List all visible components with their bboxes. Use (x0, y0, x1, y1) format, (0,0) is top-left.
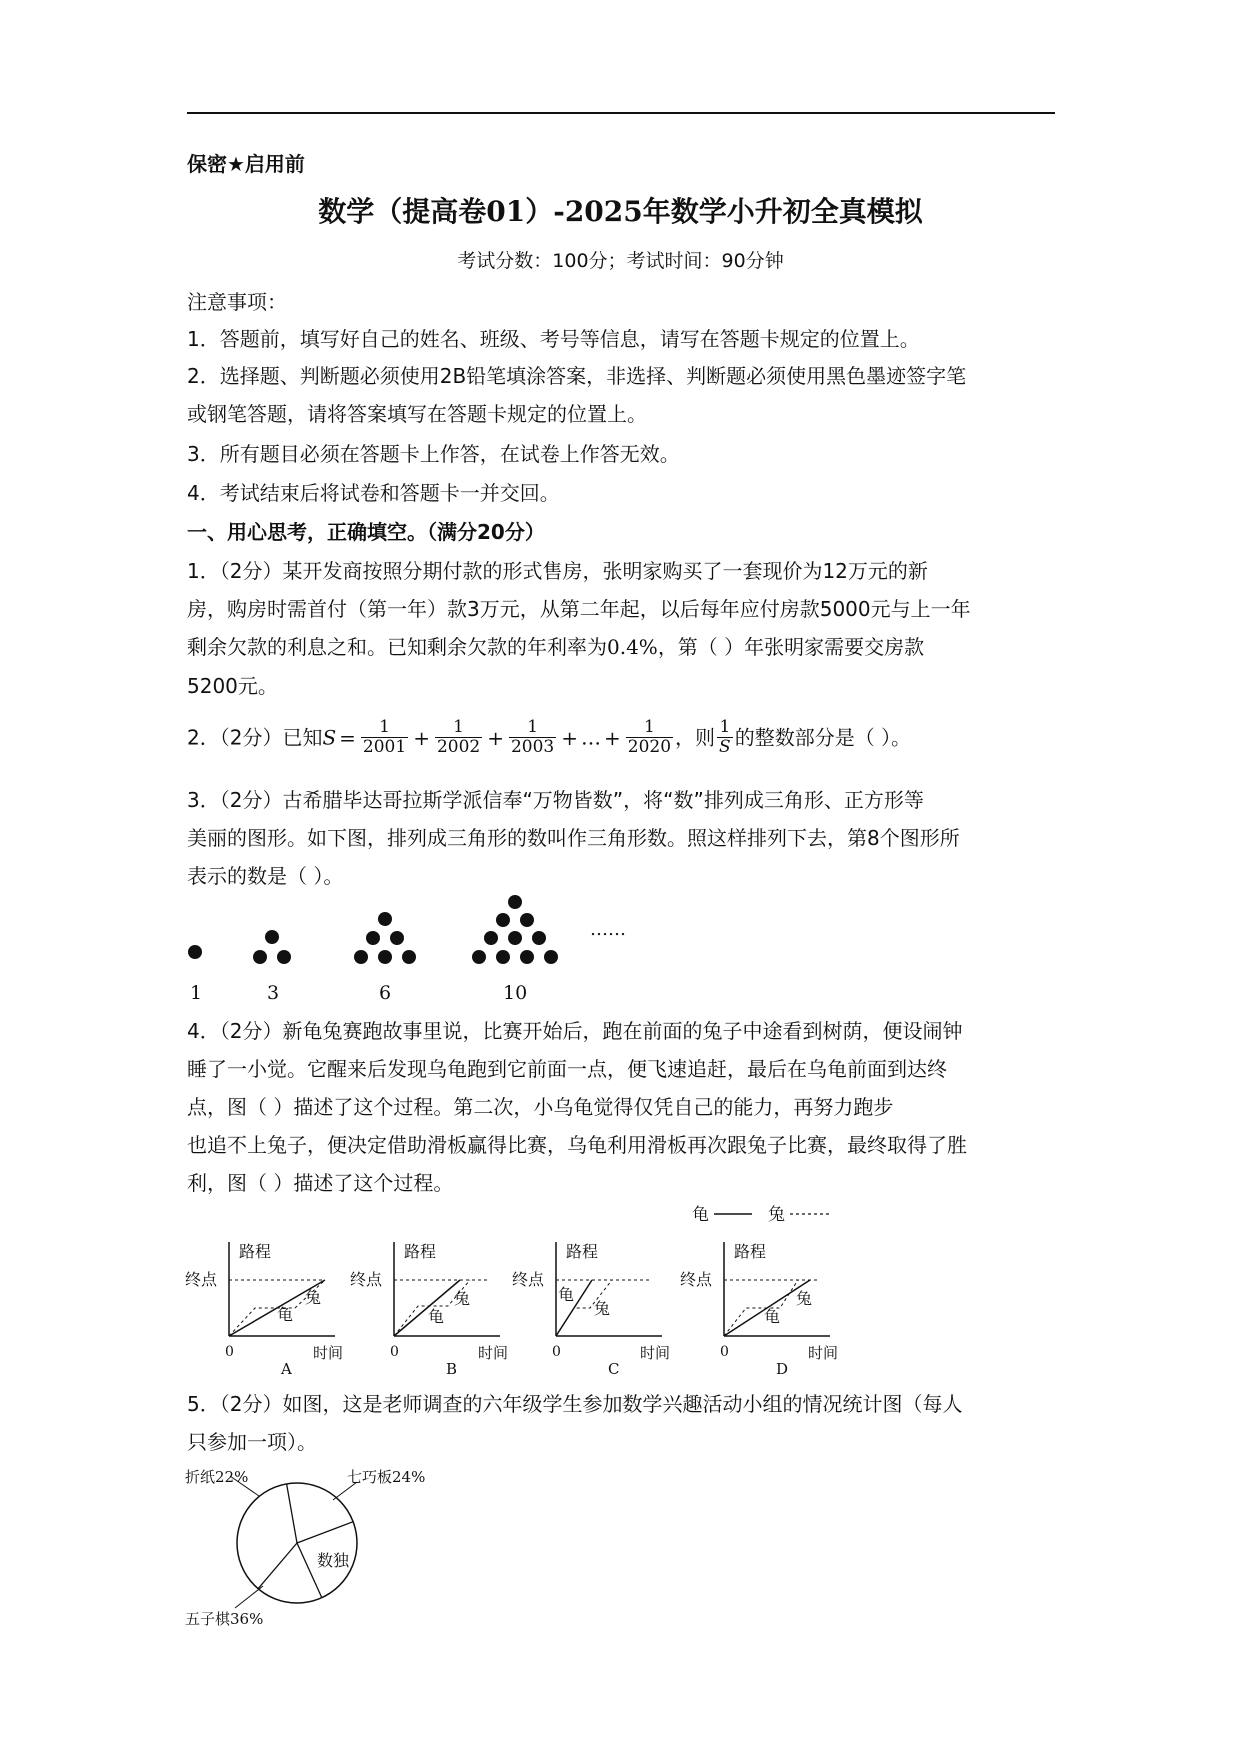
q3-line-1: 3．（2分）古希腊毕达哥拉斯学派信奉“万物皆数”，将“数”排列成三角形、正方形等 (187, 788, 924, 812)
triangle-label-1: 1 (190, 982, 203, 1004)
turtle-label: 龟 (764, 1307, 781, 1326)
q1-line-1: 1．（2分）某开发商按照分期付款的形式售房，张明家购买了一套现价为12万元的新 (187, 559, 928, 583)
triangle-numbers-figure (180, 895, 640, 1010)
origin-label: 0 (552, 1344, 561, 1360)
finish-label: 终点 (680, 1270, 713, 1289)
rabbit-label: 兔 (454, 1289, 471, 1308)
turtle-label: 龟 (558, 1285, 575, 1304)
dot (265, 930, 279, 944)
option-c-label: C (608, 1360, 620, 1378)
pie-label-gomoku: 五子棋36% (185, 1610, 264, 1628)
rabbit-label: 兔 (594, 1299, 611, 1318)
rabbit-path (724, 1280, 798, 1336)
dot (378, 950, 392, 964)
q2-frac-2-den: 2002 (436, 737, 481, 757)
race-legend (690, 1200, 850, 1230)
exam-info: 考试分数：100分；考试时间：90分钟 (457, 250, 784, 272)
graph-d (680, 1238, 860, 1378)
pie-slice-divider-3 (258, 1543, 297, 1589)
x-axis-label: 时间 (313, 1344, 344, 1362)
turtle-label: 龟 (428, 1307, 445, 1326)
q2-prefix: 2．（2分）已知 (187, 725, 323, 750)
q1-rate: 0.4% (607, 635, 658, 659)
q2-frac-4-den: 2020 (627, 737, 672, 757)
q2-plus-1: + (413, 725, 430, 750)
dot (378, 912, 392, 926)
legend-rabbit-label: 兔 (768, 1205, 785, 1225)
y-axis-label: 路程 (404, 1242, 437, 1261)
origin-label: 0 (225, 1344, 234, 1360)
q1-line-3 (187, 633, 924, 661)
pie-label-sudoku: 数独 (317, 1551, 350, 1570)
q2-frac-3-den: 2003 (510, 737, 555, 757)
triangle-10 (472, 895, 558, 1004)
header-rule (187, 112, 1055, 114)
x-axis-label: 时间 (478, 1344, 509, 1362)
q2-frac-2 (435, 718, 482, 757)
dot (520, 913, 534, 927)
dot (472, 950, 486, 964)
q2-frac-1 (361, 718, 408, 757)
note-4: 4．考试结束后将试卷和答题卡一并交回。 (187, 481, 560, 505)
dot (520, 950, 534, 964)
rabbit-label: 兔 (305, 1288, 322, 1307)
x-axis-label: 时间 (808, 1344, 839, 1362)
dot (496, 913, 510, 927)
pie-slice-divider-1 (297, 1522, 353, 1543)
q5-line-1: 5．（2分）如图，这是老师调查的六年级学生参加数学兴趣活动小组的情况统计图（每人 (187, 1392, 963, 1416)
q1-line-3-text-b: ，第（ ）年张明家需要交房款 (657, 635, 925, 659)
graph-c (512, 1238, 692, 1378)
dot (354, 950, 368, 964)
q3-line-3: 表示的数是（ ）。 (187, 864, 344, 888)
option-b-label: B (446, 1360, 458, 1378)
page-title: 数学（提高卷01）-2025年数学小升初全真模拟 (318, 195, 923, 228)
rabbit-label: 兔 (796, 1289, 813, 1308)
q1-line-2: 房，购房时需首付（第一年）款3万元，从第二年起，以后每年应付房款5000元与上一年 (187, 597, 971, 621)
y-axis-label: 路程 (566, 1242, 599, 1261)
dot (402, 950, 416, 964)
turtle-label: 龟 (277, 1305, 294, 1324)
pie-label-tangram: 七巧板24% (347, 1468, 426, 1486)
section-1-heading: 一、用心思考，正确填空。（满分20分） (187, 520, 545, 544)
dot (544, 950, 558, 964)
q2-frac-inverse-num: 1 (717, 718, 733, 738)
triangle-label-6: 6 (379, 982, 392, 1004)
note-2-line-1: 2．选择题、判断题必须使用2B铅笔填涂答案，非选择、判断题必须使用黑色墨迹签字笔 (187, 364, 967, 388)
q2-plus-2: + (487, 725, 504, 750)
q2-frac-2-num: 1 (435, 718, 482, 738)
dot (532, 931, 546, 945)
q2-mid: ，则 (675, 725, 716, 750)
q2-line (187, 718, 911, 757)
q2-s: S (322, 725, 337, 750)
q2-equals: = (339, 725, 356, 750)
pie-slice-divider-0 (287, 1484, 297, 1543)
triangle-ellipsis: …… (590, 919, 626, 940)
q2-frac-inverse (717, 718, 733, 757)
notes-heading: 注意事项： (187, 290, 287, 314)
graph-b (350, 1238, 520, 1378)
q2-frac-inverse-den: S (719, 737, 731, 757)
note-2-line-2: 或钢笔答题，请将答案填写在答题卡规定的位置上。 (187, 402, 647, 426)
q2-plus-3: + (561, 725, 579, 750)
q2-frac-3-num: 1 (509, 718, 556, 738)
origin-label: 0 (390, 1344, 399, 1360)
q5-line-2: 只参加一项）。 (187, 1430, 317, 1454)
turtle-path (394, 1280, 460, 1336)
dot (253, 950, 267, 964)
triangle-label-10: 10 (503, 982, 528, 1004)
y-axis-label: 路程 (734, 1242, 767, 1261)
option-a-label: A (281, 1360, 292, 1378)
confidential-label: 保密★启用前 (187, 152, 305, 176)
dot (508, 931, 522, 945)
q4-line-2: 睡了一小觉。它醒来后发现乌龟跑到它前面一点，便飞速追赶，最后在乌龟前面到达终 (187, 1057, 947, 1081)
dot (508, 895, 522, 909)
triangle-6 (354, 912, 416, 1004)
q1-line-4: 5200元。 (187, 674, 278, 698)
option-d-label: D (776, 1360, 789, 1378)
dot (366, 931, 380, 945)
dot (496, 950, 510, 964)
interest-group-pie-chart (185, 1458, 445, 1628)
graph-a (185, 1238, 355, 1378)
note-3: 3．所有题目必须在答题卡上作答，在试卷上作答无效。 (187, 442, 680, 466)
q2-dots: … (581, 725, 602, 750)
dot (277, 950, 291, 964)
triangle-3 (253, 930, 291, 1004)
q2-frac-1-num: 1 (361, 718, 408, 738)
q2-frac-3 (509, 718, 556, 757)
x-axis-label: 时间 (640, 1344, 671, 1362)
finish-label: 终点 (512, 1270, 545, 1289)
dot (390, 931, 404, 945)
dot (188, 945, 202, 959)
q2-frac-4 (626, 718, 673, 757)
q2-suffix: 的整数部分是（ ）。 (734, 725, 912, 750)
triangle-1 (188, 945, 202, 1004)
q4-line-3: 点，图（ ）描述了这个过程。第二次，小乌龟觉得仅凭自己的能力，再努力跑步 (187, 1095, 894, 1119)
q4-line-4: 也追不上兔子，便决定借助滑板赢得比赛，乌龟利用滑板再次跟兔子比赛，最终取得了胜 (187, 1133, 967, 1157)
note-1: 1．答题前，填写好自己的姓名、班级、考号等信息，请写在答题卡规定的位置上。 (187, 327, 920, 351)
q4-line-5: 利，图（ ）描述了这个过程。 (187, 1171, 454, 1195)
leader-line-gomoku (235, 1586, 263, 1608)
y-axis-label: 路程 (239, 1242, 272, 1261)
legend-turtle-label: 龟 (692, 1205, 709, 1225)
q3-line-2: 美丽的图形。如下图，排列成三角形的数叫作三角形数。照这样排列下去，第8个图形所 (187, 826, 960, 850)
q2-frac-4-num: 1 (626, 718, 673, 738)
triangle-label-3: 3 (267, 982, 280, 1004)
q1-line-3-text-a: 剩余欠款的利息之和。已知剩余欠款的年利率为 (187, 635, 607, 659)
q2-plus-4: + (604, 725, 621, 750)
origin-label: 0 (720, 1344, 729, 1360)
q2-frac-1-den: 2001 (362, 737, 407, 757)
dot (484, 931, 498, 945)
finish-label: 终点 (350, 1270, 383, 1289)
finish-label: 终点 (185, 1270, 218, 1289)
q4-line-1: 4．（2分）新龟兔赛跑故事里说，比赛开始后，跑在前面的兔子中途看到树荫，便设闹钟 (187, 1019, 963, 1043)
pie-label-origami: 折纸22% (185, 1468, 249, 1486)
